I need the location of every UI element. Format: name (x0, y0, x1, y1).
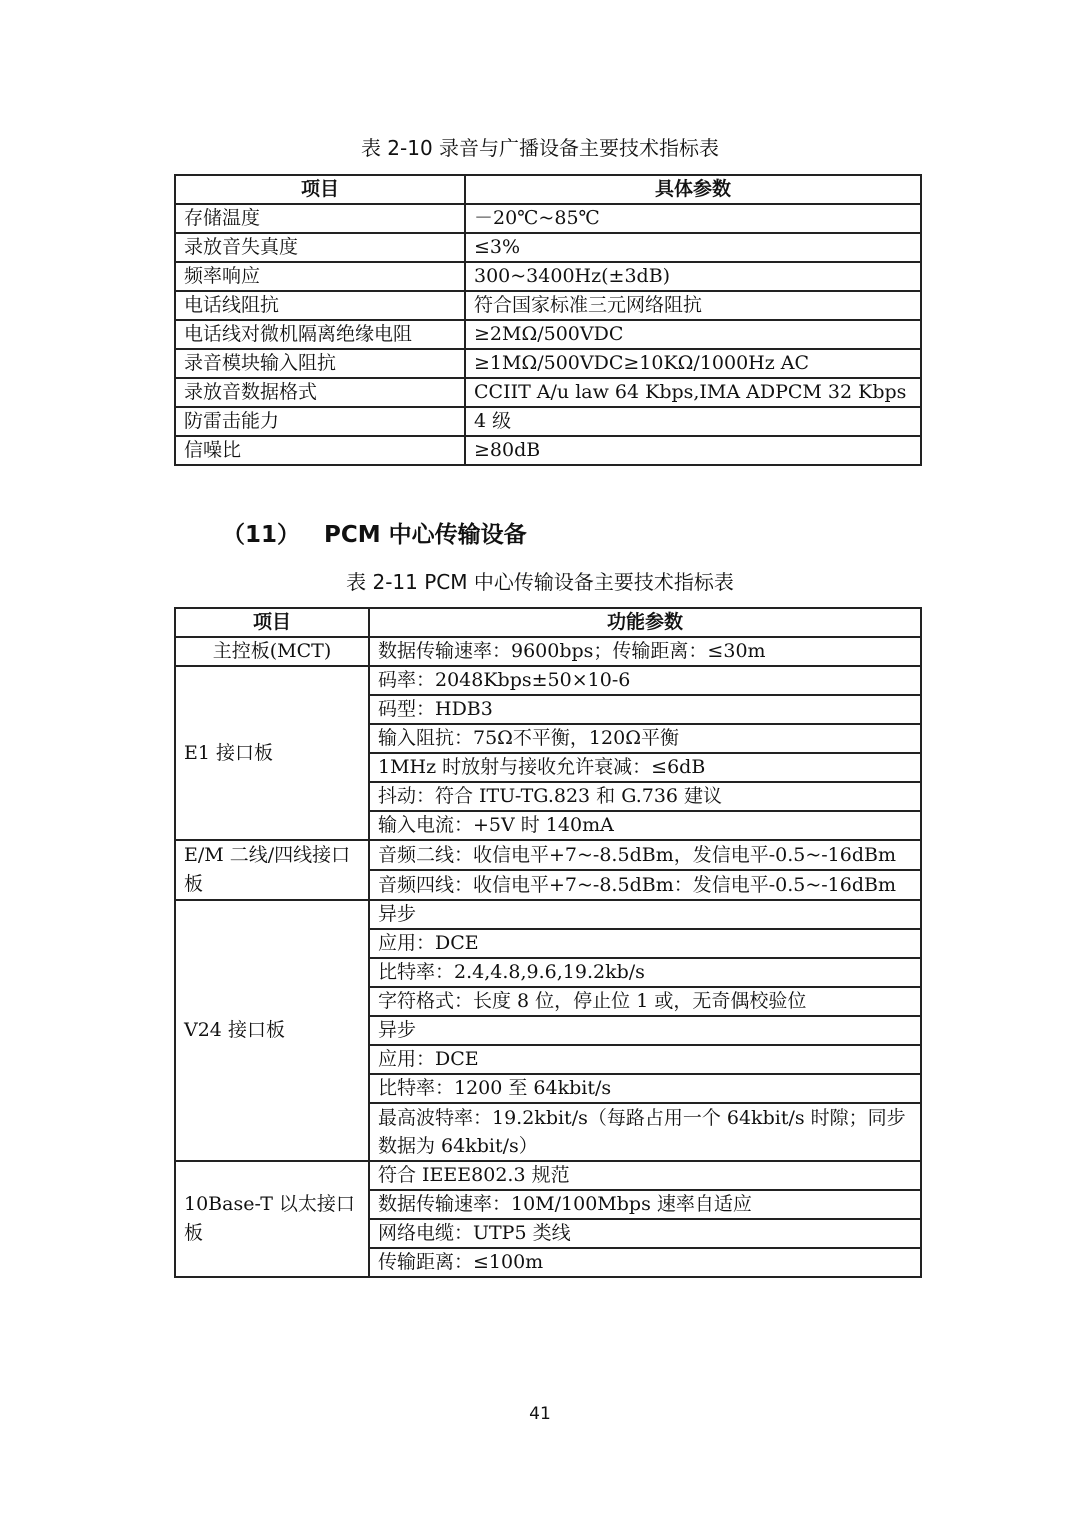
table-row (175, 204, 921, 233)
item-cell: 电话线对微机隔离绝缘电阻 (175, 320, 465, 349)
param-cell: 异步 (369, 1016, 921, 1045)
section-title: PCM 中心传输设备 (324, 522, 527, 548)
table-row (175, 262, 921, 291)
param-cell: 比特率：1200 至 64kbit/s (369, 1074, 921, 1103)
item-cell: 信噪比 (175, 436, 465, 465)
param-cell: －20℃~85℃ (465, 204, 921, 233)
table-header-row (175, 608, 921, 637)
param-cell: 300~3400Hz(±3dB) (465, 262, 921, 291)
param-cell: 1MHz 时放射与接收允许衰减：≤6dB (369, 753, 921, 782)
param-cell: ≥80dB (465, 436, 921, 465)
table-row (175, 378, 921, 407)
param-cell: 抖动：符合 ITU-TG.823 和 G.736 建议 (369, 782, 921, 811)
param-cell: 应用：DCE (369, 1045, 921, 1074)
param-cell: 字符格式：长度 8 位，停止位 1 或，无奇偶校验位 (369, 987, 921, 1016)
table-2-11-caption: 表 2-11 PCM 中心传输设备主要技术指标表 (346, 570, 734, 594)
table-row (175, 436, 921, 465)
item-cell: E/M 二线/四线接口板 (175, 840, 369, 900)
table-header-row (175, 175, 921, 204)
table-row (175, 320, 921, 349)
param-cell: 网络电缆：UTP5 类线 (369, 1219, 921, 1248)
section-heading (222, 516, 527, 549)
table-2-10-caption: 表 2-10 录音与广播设备主要技术指标表 (360, 136, 720, 160)
param-cell: 数据传输速率：10M/100Mbps 速率自适应 (369, 1190, 921, 1219)
param-cell: 比特率：2.4,4.8,9.6,19.2kb/s (369, 958, 921, 987)
param-cell: 数据传输速率：9600bps；传输距离：≤30m (369, 637, 921, 666)
table-row (175, 349, 921, 378)
table-row (175, 900, 921, 929)
param-cell: 异步 (369, 900, 921, 929)
param-cell: CCIIT A/u law 64 Kbps,IMA ADPCM 32 Kbps (465, 378, 921, 407)
table-2-11 (174, 607, 922, 1278)
header-params: 功能参数 (369, 608, 921, 637)
param-cell: 输入阻抗：75Ω不平衡，120Ω平衡 (369, 724, 921, 753)
item-cell: 录音模块输入阻抗 (175, 349, 465, 378)
param-cell: 码率：2048Kbps±50×10-6 (369, 666, 921, 695)
header-params: 具体参数 (465, 175, 921, 204)
table-row (175, 1161, 921, 1190)
param-cell: 音频四线：收信电平+7~-8.5dBm：发信电平-0.5~-16dBm (369, 870, 921, 900)
param-cell: ≥1MΩ/500VDC≥10KΩ/1000Hz AC (465, 349, 921, 378)
item-cell: 10Base-T 以太接口板 (175, 1161, 369, 1277)
table-row (175, 291, 921, 320)
item-cell: 存储温度 (175, 204, 465, 233)
param-cell: ≤3% (465, 233, 921, 262)
item-cell: 频率响应 (175, 262, 465, 291)
item-cell: 主控板(MCT) (175, 637, 369, 666)
table-row (175, 637, 921, 666)
item-cell: 录放音失真度 (175, 233, 465, 262)
item-cell: 防雷击能力 (175, 407, 465, 436)
item-cell: 录放音数据格式 (175, 378, 465, 407)
table-row (175, 666, 921, 695)
table-row (175, 233, 921, 262)
param-cell: 音频二线：收信电平+7~-8.5dBm，发信电平-0.5~-16dBm (369, 840, 921, 870)
param-cell: 符合 IEEE802.3 规范 (369, 1161, 921, 1190)
param-cell: 应用：DCE (369, 929, 921, 958)
section-number: （11） (222, 522, 301, 548)
table-row (175, 407, 921, 436)
table-row (175, 840, 921, 870)
header-item: 项目 (175, 175, 465, 204)
param-cell: 码型：HDB3 (369, 695, 921, 724)
param-cell: 传输距离：≤100m (369, 1248, 921, 1277)
param-cell: 输入电流：+5V 时 140mA (369, 811, 921, 840)
item-cell: 电话线阻抗 (175, 291, 465, 320)
param-cell: ≥2MΩ/500VDC (465, 320, 921, 349)
item-cell: E1 接口板 (175, 666, 369, 840)
page-number: 41 (529, 1404, 551, 1424)
param-cell: 符合国家标准三元网络阻抗 (465, 291, 921, 320)
table-2-10 (174, 174, 922, 466)
header-item: 项目 (175, 608, 369, 637)
item-cell: V24 接口板 (175, 900, 369, 1161)
param-cell: 4 级 (465, 407, 921, 436)
param-cell: 最高波特率：19.2kbit/s（每路占用一个 64kbit/s 时隙；同步数据为 64kbit/s） (369, 1103, 921, 1161)
